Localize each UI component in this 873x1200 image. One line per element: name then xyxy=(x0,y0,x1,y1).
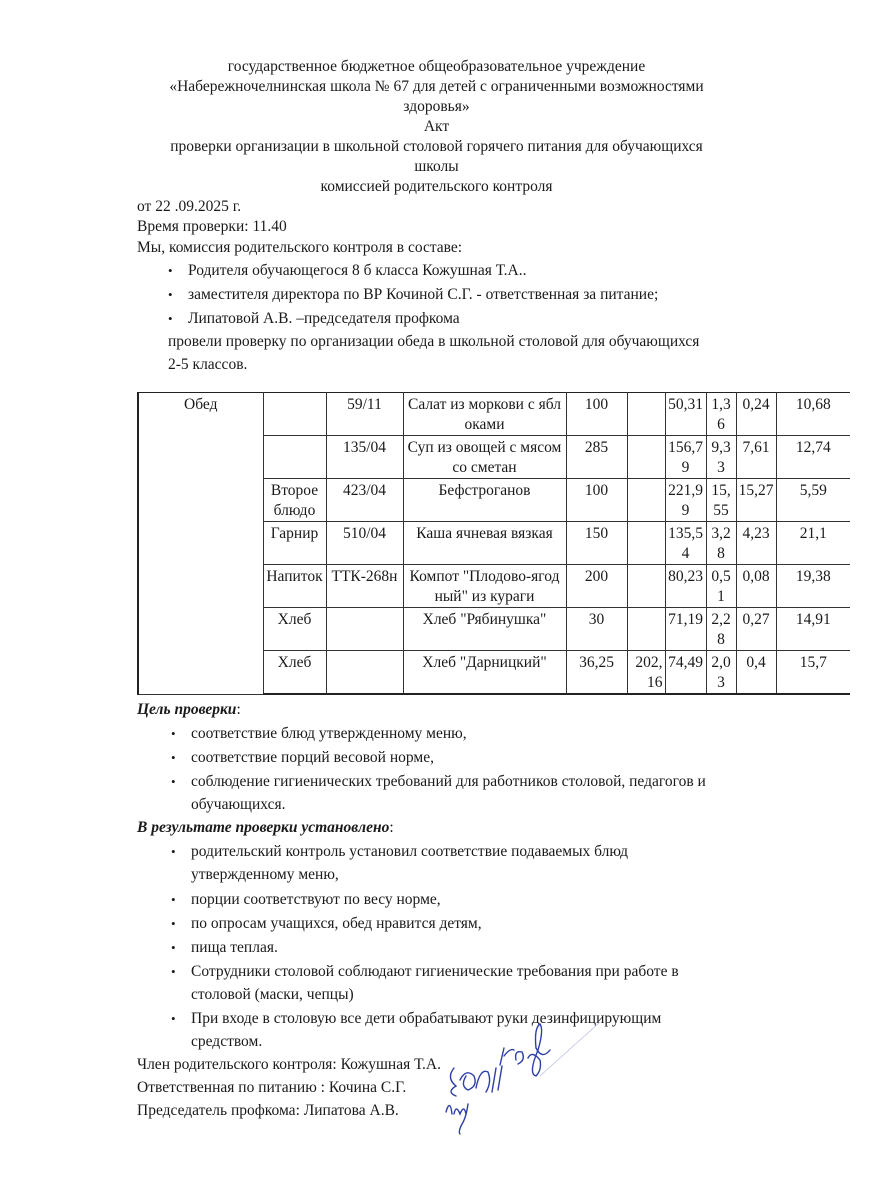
dish-cell: Хлеб "Рябинушка" xyxy=(403,608,566,651)
protein-cell: 3,28 xyxy=(706,522,736,565)
carbs-cell: 19,38 xyxy=(776,565,850,608)
result-item: • порции соответствуют по весу норме, xyxy=(191,890,441,910)
kcal-cell: 74,49 xyxy=(665,651,706,695)
result-item: • по опросам учащихся, обед нравится детям, xyxy=(191,914,482,934)
subject-line-1: проверки организации в школьной столовой горячего питания для обучающихся xyxy=(170,138,703,155)
price-cell xyxy=(627,565,665,608)
price-cell xyxy=(627,393,665,436)
recipe-cell: 59/11 xyxy=(326,393,403,436)
act-date: от 22 .09.2025 г. xyxy=(137,198,242,215)
results-title: В результате проверки установлено xyxy=(137,819,390,836)
subject-line-2: школы xyxy=(414,158,459,175)
member-item: • Липатовой А.В. –председателя профкома xyxy=(188,309,460,329)
kcal-cell: 71,19 xyxy=(665,608,706,651)
fat-cell: 0,4 xyxy=(736,651,776,695)
kcal-cell: 156,79 xyxy=(665,436,706,479)
subject-line-3: комиссией родительского контроля xyxy=(320,178,553,195)
member-item: • заместителя директора по ВР Кочиной С.Г. - ответственная за питание; xyxy=(188,285,658,305)
price-cell xyxy=(627,479,665,522)
protein-cell: 2,28 xyxy=(706,608,736,651)
price-cell xyxy=(627,436,665,479)
goal-item: • соответствие порций весовой норме, xyxy=(191,748,434,768)
goal-item-continuation: обучающихся. xyxy=(191,796,286,813)
recipe-cell xyxy=(326,608,403,651)
price-cell xyxy=(627,522,665,565)
protein-cell: 15,55 xyxy=(706,479,736,522)
category-cell: Напиток xyxy=(263,565,326,608)
category-cell: Гарнир xyxy=(263,522,326,565)
recipe-cell: ТТК-268н xyxy=(326,565,403,608)
meal-cell: Обед xyxy=(138,393,263,695)
recipe-cell: 135/04 xyxy=(326,436,403,479)
category-cell: Хлеб xyxy=(263,651,326,695)
kcal-cell: 221,99 xyxy=(665,479,706,522)
price-cell xyxy=(627,608,665,651)
portion-cell: 150 xyxy=(566,522,627,565)
carbs-cell: 12,74 xyxy=(776,436,850,479)
protein-cell: 0,51 xyxy=(706,565,736,608)
portion-cell: 285 xyxy=(566,436,627,479)
org-name-line-2: «Набережночелнинская школа № 67 для детей с ограниченными возможностями xyxy=(169,78,704,95)
result-item: • Сотрудники столовой соблюдают гигиенические требования при работе в xyxy=(191,962,679,982)
signature-chair: Председатель профкома: Липатова А.В. xyxy=(137,1102,399,1119)
category-cell: Второе блюдо xyxy=(263,479,326,522)
portion-cell: 30 xyxy=(566,608,627,651)
fat-cell: 15,27 xyxy=(736,479,776,522)
carbs-cell: 15,7 xyxy=(776,651,850,695)
portion-cell: 36,25 xyxy=(566,651,627,695)
dish-cell: Хлеб "Дарницкий" xyxy=(403,651,566,695)
fat-cell: 7,61 xyxy=(736,436,776,479)
signature-member: Член родительского контроля: Кожушная Т.А. xyxy=(137,1056,441,1073)
protein-cell: 2,03 xyxy=(706,651,736,695)
portion-cell: 200 xyxy=(566,565,627,608)
carbs-cell: 10,68 xyxy=(776,393,850,436)
result-item: • родительский контроль установил соответствие подаваемых блюд xyxy=(191,842,628,862)
result-item-continuation: столовой (маски, чепцы) xyxy=(191,986,354,1003)
table-row xyxy=(138,393,850,436)
results-heading xyxy=(137,818,394,838)
fat-cell: 4,23 xyxy=(736,522,776,565)
carbs-cell: 5,59 xyxy=(776,479,850,522)
inspection-time: Время проверки: 11.40 xyxy=(137,218,287,235)
results-colon: : xyxy=(389,819,394,836)
category-cell xyxy=(263,436,326,479)
dish-cell: Салат из моркови с яблоками xyxy=(403,393,566,436)
org-name-line-3: здоровья» xyxy=(403,98,470,115)
recipe-cell: 510/04 xyxy=(326,522,403,565)
goals-title: Цель проверки xyxy=(137,701,237,718)
category-cell: Хлеб xyxy=(263,608,326,651)
price-cell: 202,16 xyxy=(627,651,665,695)
kcal-cell: 135,54 xyxy=(665,522,706,565)
result-item-continuation: средством. xyxy=(191,1033,263,1050)
recipe-cell xyxy=(326,651,403,695)
intro-text-line-1: провели проверку по организации обеда в школьной столовой для обучающихся xyxy=(168,333,700,350)
result-item: • При входе в столовую все дети обрабатывают руки дезинфицирующим xyxy=(191,1009,661,1029)
portion-cell: 100 xyxy=(566,393,627,436)
org-name-line-1: государственное бюджетное общеобразовательное учреждение xyxy=(227,58,646,75)
fat-cell: 0,24 xyxy=(736,393,776,436)
category-cell xyxy=(263,393,326,436)
goals-colon: : xyxy=(236,701,241,718)
kcal-cell: 80,23 xyxy=(665,565,706,608)
document-type: Акт xyxy=(423,118,450,135)
goals-heading xyxy=(137,700,241,720)
dish-cell: Суп из овощей с мясом со сметан xyxy=(403,436,566,479)
fat-cell: 0,08 xyxy=(736,565,776,608)
commission-intro: Мы, комиссия родительского контроля в составе: xyxy=(137,239,463,256)
handwritten-signature-icon xyxy=(440,1090,480,1135)
signature-responsible: Ответственная по питанию : Кочина С.Г. xyxy=(137,1079,407,1096)
menu-table xyxy=(137,392,850,695)
carbs-cell: 21,1 xyxy=(776,522,850,565)
goal-item: • соблюдение гигиенических требований для работников столовой, педагогов и xyxy=(191,772,706,792)
protein-cell: 9,33 xyxy=(706,436,736,479)
dish-cell: Бефстроганов xyxy=(403,479,566,522)
dish-cell: Компот "Плодово-ягодный" из кураги xyxy=(403,565,566,608)
result-item: • пища теплая. xyxy=(191,938,278,958)
kcal-cell: 50,31 xyxy=(665,393,706,436)
carbs-cell: 14,91 xyxy=(776,608,850,651)
fat-cell: 0,27 xyxy=(736,608,776,651)
goal-item: • соответствие блюд утвержденному меню, xyxy=(191,724,467,744)
member-item: • Родителя обучающегося 8 б класса Кожушная Т.А.. xyxy=(188,261,526,281)
intro-text-line-2: 2-5 классов. xyxy=(168,356,248,373)
protein-cell: 1,36 xyxy=(706,393,736,436)
result-item-continuation: утвержденному меню, xyxy=(191,866,339,883)
portion-cell: 100 xyxy=(566,479,627,522)
recipe-cell: 423/04 xyxy=(326,479,403,522)
dish-cell: Каша ячневая вязкая xyxy=(403,522,566,565)
